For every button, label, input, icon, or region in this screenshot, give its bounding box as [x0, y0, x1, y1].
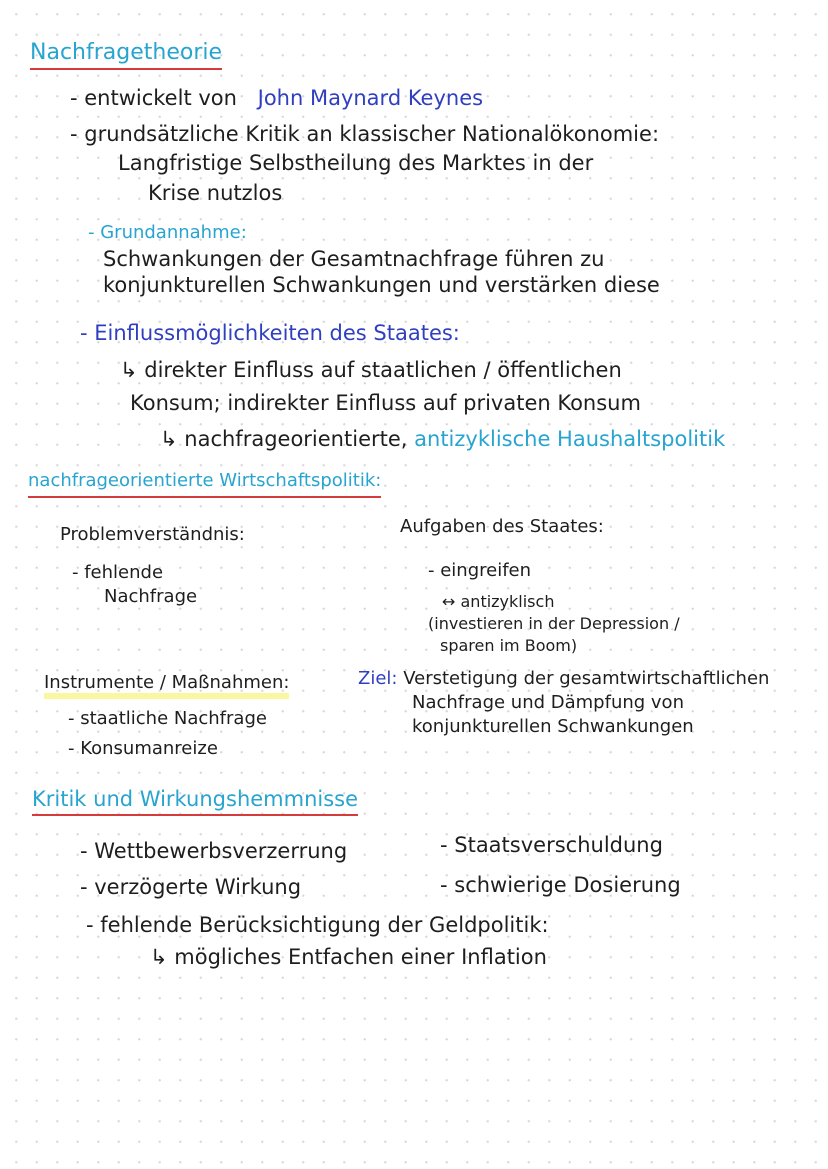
goal-label: Ziel: — [358, 668, 398, 689]
developed-line — [70, 85, 483, 111]
assumption-line-1: Schwankungen der Gesamtnachfrage führen zu — [103, 247, 605, 271]
tasks-line-3: (investieren in der Depression / — [428, 614, 680, 633]
influence-line-3 — [160, 426, 725, 452]
tasks-label: Aufgaben des Staates: — [400, 516, 604, 537]
assumption-line-2: konjunkturellen Schwankungen und verstärken diese — [103, 273, 660, 297]
critique-line-2: Langfristige Selbstheilung des Marktes in der — [118, 151, 594, 175]
problem-line-1: - fehlende — [72, 562, 164, 583]
tasks-line-4: sparen im Boom) — [440, 636, 578, 655]
tasks-line-1: - eingreifen — [428, 560, 532, 581]
critique-line-3: Krise nutzlos — [148, 181, 283, 205]
critique-item-1: - Wettbewerbsverzerrung — [80, 839, 348, 863]
critique-item-6: ↳ mögliches Entfachen einer Inflation — [150, 945, 547, 969]
instruments-line-2: - Konsumanreize — [68, 738, 218, 759]
critique-item-2: - Staatsverschuldung — [440, 833, 663, 857]
heading-kritik: Kritik und Wirkungshemmnisse — [32, 786, 358, 816]
problem-label: Problemverständnis: — [60, 524, 245, 545]
influence-line-1: ↳ direkter Einfluss auf staatlichen / öffentlichen — [120, 358, 622, 382]
influence-line-3-black: ↳ nachfrageorientierte, — [160, 427, 408, 451]
critique-line: - grundsätzliche Kritik an klassischer Nationalökonomie: — [70, 122, 660, 146]
critique-item-3: - verzögerte Wirkung — [80, 875, 302, 899]
goal-line-2: Nachfrage und Dämpfung von — [412, 692, 684, 713]
critique-item-4: - schwierige Dosierung — [440, 873, 681, 897]
goal-text-1: Verstetigung der gesamtwirtschaftlichen — [403, 668, 770, 689]
goal-line-1 — [358, 666, 769, 692]
critique-item-5: - fehlende Berücksichtigung der Geldpolitik: — [86, 913, 549, 937]
tasks-line-2: ↔ antizyklisch — [442, 592, 555, 611]
goal-line-3: konjunkturellen Schwankungen — [412, 716, 694, 737]
keynes-name: John Maynard Keynes — [257, 86, 484, 110]
problem-line-2: Nachfrage — [104, 586, 198, 607]
developed-prefix: - entwickelt von — [70, 86, 237, 110]
influence-line-2: Konsum; indirekter Einfluss auf privaten Konsum — [130, 391, 641, 415]
heading-wirtschaftspolitik: nachfrageorientierte Wirtschaftspolitik: — [28, 468, 381, 498]
influence-line-3-cyan: antizyklische Haushaltspolitik — [414, 427, 726, 451]
assumption-label: - Grundannahme: — [88, 222, 247, 243]
heading-nachfragetheorie: Nachfragetheorie — [30, 40, 222, 70]
instruments-label — [44, 670, 289, 696]
influence-label: - Einflussmöglichkeiten des Staates: — [80, 321, 460, 345]
instruments-label-text: Instrumente / Maßnahmen: — [44, 672, 289, 699]
instruments-line-1: - staatliche Nachfrage — [68, 708, 267, 729]
